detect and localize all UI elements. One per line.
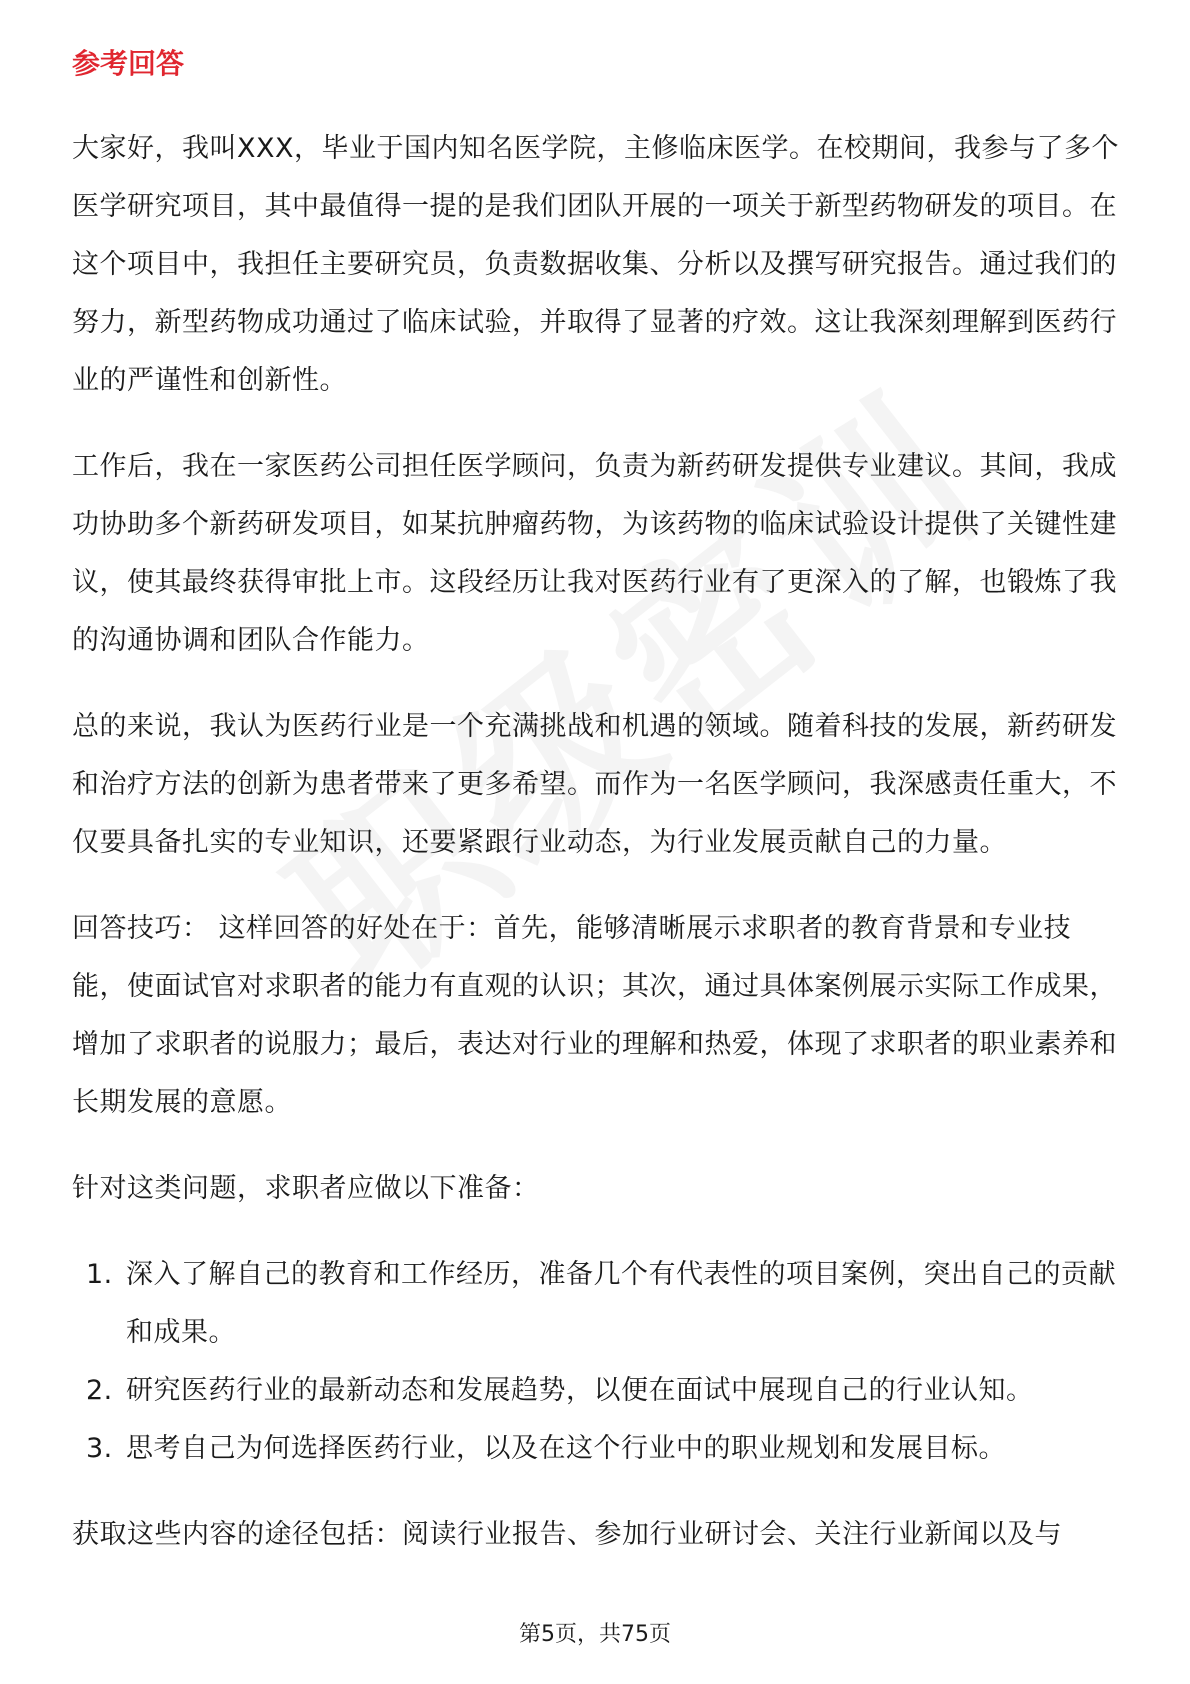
list-number: 1. [86, 1259, 113, 1290]
section-title: 参考回答 [72, 47, 185, 80]
paragraph-intro: 大家好，我叫XXX，毕业于国内知名医学院，主修临床医学。在校期间，我参与了多个医学研究项目，其中最值得一提的是我们团队开展的一项关于新型药物研发的项目。在这个项目中，我担任主要研究员，负责数据收集、分析以及撰写研究报告。通过我们的努力，新型药物成功通过了临床试验，并取得了显著的疗效。这让我深刻理解到医药行业的严谨性和创新性。 [72, 133, 1119, 396]
document-content [72, 44, 1122, 1592]
paragraph-sources: 获取这些内容的途径包括：阅读行业报告、参加行业研讨会、关注行业新闻以及与 [72, 1519, 1062, 1550]
list-item [72, 1246, 1122, 1362]
paragraph-tips: 回答技巧： 这样回答的好处在于：首先，能够清晰展示求职者的教育背景和专业技能，使面试官对求职者的能力有直观的认识；其次，通过具体案例展示实际工作成果，增加了求职者的说服力；最后，表达对行业的理解和热爱，体现了求职者的职业素养和长期发展的意愿。 [72, 913, 1117, 1118]
paragraph-prep-intro: 针对这类问题，求职者应做以下准备： [72, 1173, 540, 1204]
list-item-text: 深入了解自己的教育和工作经历，准备几个有代表性的项目案例，突出自己的贡献和成果。 [126, 1259, 1116, 1348]
page-footer: 第5页，共75页 [519, 1622, 671, 1647]
list-item [72, 1420, 1122, 1478]
list-item-text: 研究医药行业的最新动态和发展趋势，以便在面试中展现自己的行业认知。 [126, 1375, 1034, 1406]
list-item [72, 1362, 1122, 1420]
paragraph-work: 工作后，我在一家医药公司担任医学顾问，负责为新药研发提供专业建议。其间，我成功协助多个新药研发项目，如某抗肿瘤药物，为该药物的临床试验设计提供了关键性建议，使其最终获得审批上市。这段经历让我对医药行业有了更深入的了解，也锻炼了我的沟通协调和团队合作能力。 [72, 451, 1117, 656]
list-number: 2. [86, 1375, 113, 1406]
list-item-text: 思考自己为何选择医药行业，以及在这个行业中的职业规划和发展目标。 [126, 1433, 1006, 1464]
prep-list [72, 1246, 1122, 1478]
paragraph-summary: 总的来说，我认为医药行业是一个充满挑战和机遇的领域。随着科技的发展，新药研发和治疗方法的创新为患者带来了更多希望。而作为一名医学顾问，我深感责任重大，不仅要具备扎实的专业知识，还要紧跟行业动态，为行业发展贡献自己的力量。 [72, 711, 1117, 858]
list-number: 3. [86, 1433, 113, 1464]
